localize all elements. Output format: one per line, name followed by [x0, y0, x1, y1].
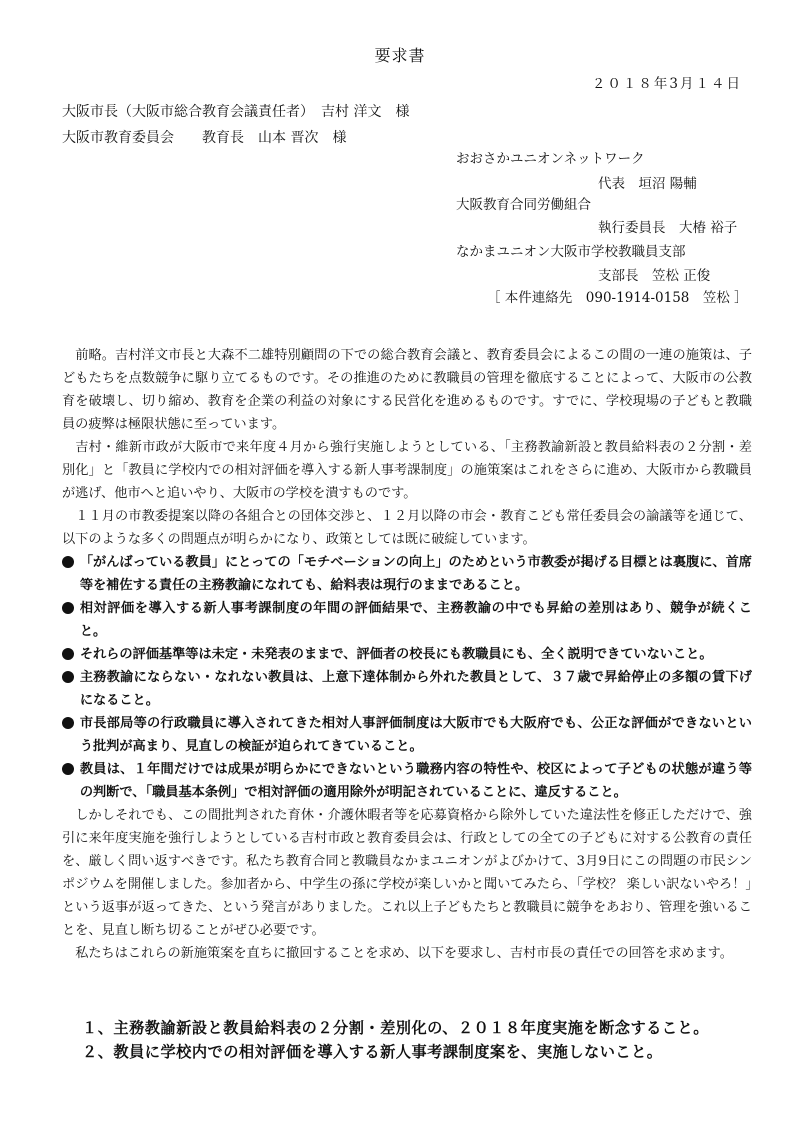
recipient-board: 大阪市教育委員会 教育長 山本 晋次 様	[62, 130, 347, 146]
issue-item: 「がんばっている教員」にとっての「モチベーションの向上」のためという市教委が掲げる目標とは裏腹に、首席等を補佐する責任の主務教諭になれても、給料表は現行のままであること。	[62, 551, 752, 597]
sender-person-branch-chief: 支部長 笠松 正俊	[598, 268, 711, 284]
document-date: ２０１８年3月１４日	[591, 76, 742, 92]
body-paragraph: 前略。吉村洋文市長と大森不二雄特別顧問の下での総合教育会議と、教育委員会によるこの間の一連の施策は、子どもたちを点数競争に駆り立てるものです。その推進のために教職員の管理を徹底することによって、大阪市の公教育を破壊し、切り縮め、教育を企業の利益の対象にする民営化を進めるものです。すでに、学校現場の子どもと教職員の疲弊は極限状態に至っています。	[62, 348, 752, 432]
issue-item: それらの評価基準等は未定・未発表のままで、評価者の校長にも教職員にも、全く説明できていないこと。	[62, 643, 752, 666]
issue-list	[62, 551, 752, 804]
sender-org-nakama-union: なかまユニオン大阪市学校教職員支部	[456, 244, 686, 260]
issue-item: 教員は、１年間だけでは成果が明らかにできないという職務内容の特性や、校区によって子どもの状態が違う等の判断で、「職員基本条例」で相対評価の適用除外が明記されていることに、違反すること。	[62, 758, 752, 804]
demand-list	[82, 1016, 772, 1064]
body-paragraph: 吉村・維新市政が大阪市で来年度４月から強行実施しようとしている、「主務教諭新設と教員給料表の２分割・差別化」と「教員に学校内での相対評価を導入する新人事考課制度」の施策案はこれをさらに進め、大阪市から教職員が逃げ、他市へと追いやり、大阪市の学校を潰すものです。	[62, 440, 752, 501]
issue-item: 主務教諭にならない・なれない教員は、上意下達体制から外れた教員として、３７歳で昇給停止の多額の賃下げになること。	[62, 666, 752, 712]
closing-paragraph: 私たちはこれらの新施策案を直ちに撤回することを求め、以下を要求し、吉村市長の責任での回答を求めます。	[75, 946, 733, 961]
demand-item-2: ２、教員に学校内での相対評価を導入する新人事考課制度案を、実施しないこと。	[82, 1043, 663, 1061]
sender-org-osaka-union-network: おおさかユニオンネットワーク	[456, 151, 645, 167]
demand-item-1: １、主務教諭新設と教員給料表の２分割・差別化の、２０１８年度実施を断念すること。	[82, 1019, 709, 1037]
recipient-mayor: 大阪市長（大阪市総合教育会議責任者） 吉村 洋文 様	[62, 104, 410, 120]
sender-org-education-union: 大阪教育合同労働組合	[456, 197, 591, 213]
closing-paragraph: しかしそれでも、この間批判された育休・介護休暇者等を応募資格から除外していた違法性を修正しただけで、強引に来年度実施を強行しようとしている吉村市政と教育委員会は、行政としての全ての子どもに対する公教育の責任を、厳しく問い返すべきです。私たち教育合同と教職員なかまユニオンがよびかけて、3月9日にこの問題の市民シンポジウムを開催しました。参加者から、中学生の孫に学校が楽しいかと聞いてみたら、「学校？ 楽しい訳ないやろ！」という返事が返ってきた、という発言がありました。これ以上子どもたちと教職員に競争をあおり、管理を強いることを、見直し断ち切ることがぜひ必要です。	[62, 808, 752, 938]
sender-person-representative: 代表 垣沼 陽輔	[598, 176, 697, 192]
issue-item: 市長部局等の行政職員に導入されてきた相対人事評価制度は大阪市でも大阪府でも、公正な評価ができないという批判が高まり、見直しの検証が迫られてきていること。	[62, 712, 752, 758]
issue-item: 相対評価を導入する新人事考課制度の年間の評価結果で、主務教諭の中でも昇給の差別はあり、競争が続くこと。	[62, 597, 752, 643]
sender-person-chair: 執行委員長 大椿 裕子	[598, 220, 738, 236]
document-title: 要求書	[374, 46, 426, 65]
body-paragraph: １１月の市教委提案以降の各組合との団体交渉と、１２月以降の市会・教育こども常任委員会の論議等を通じて、以下のような多くの問題点が明らかになり、政策としては既に破綻しています。	[62, 509, 752, 547]
letter-body	[62, 344, 752, 965]
contact-info: ［ 本件連絡先 090-1914-0158 笠松 ］	[487, 290, 748, 306]
